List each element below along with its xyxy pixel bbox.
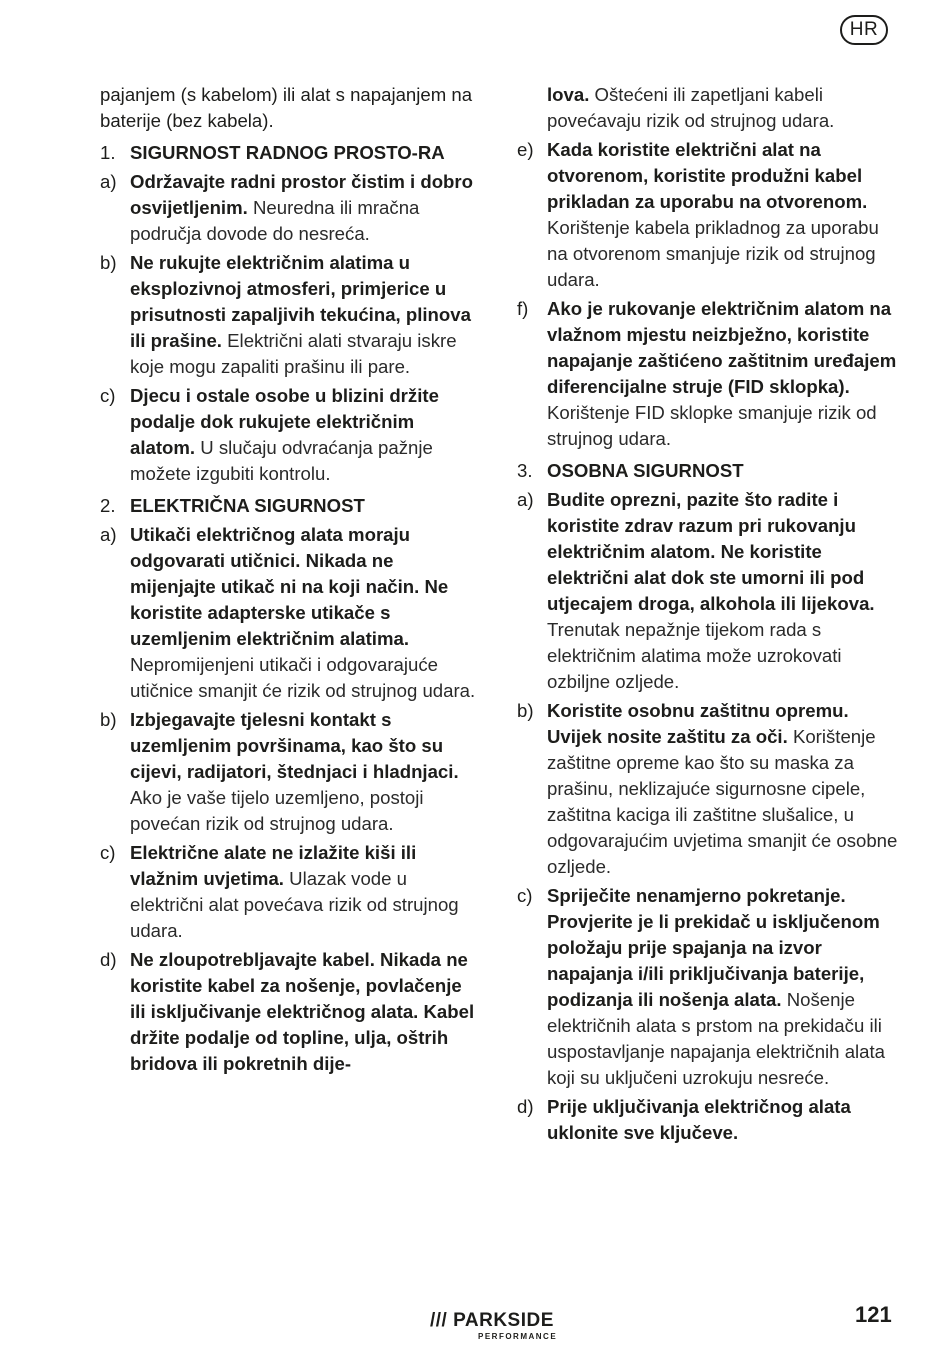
item-marker: b) <box>100 709 117 730</box>
logo-wordmark: /// PARKSIDE <box>430 1310 554 1331</box>
item-marker: b) <box>100 252 117 273</box>
item-bold-text: Ako je rukovanje električnim alatom na vlažnom mjestu neizbježno, koristite napajanje zaštićeno zaštitnim uređajem diferencijalne struje (FID sklopka). <box>547 298 897 397</box>
item-bold-text: Prije uključivanja električnog alata uklonite sve ključeve. <box>547 1096 851 1143</box>
language-badge: HR <box>840 15 888 45</box>
item-bold-text: Utikači električnog alata moraju odgovarati utičnici. Nikada ne mijenjajte utikač ni na koji način. Ne koristite adapterske utikače s uzemljenim električnim alatima. <box>130 524 449 649</box>
item-text: Korištenje zaštitne opreme kao što su maska za prašinu, neklizajuće sigurnosne cipele, zaštitna kaciga ili zaštitne slušalice, u odgovarajućim uvjetima smanjit će osobne ozljede. <box>547 726 898 877</box>
item-marker: c) <box>517 885 533 906</box>
item-text: Električni alati stvaraju iskre koje mogu zapaliti prašinu ili pare. <box>130 330 457 377</box>
item-bold-text: Ne rukujte električnim alatima u eksplozivnoj atmosferi, primjerice u prisutnosti zapaljivih tekućina, plinova ili prašine. <box>130 252 471 351</box>
parkside-logo <box>430 1310 580 1346</box>
list-item <box>517 296 899 452</box>
section-title: ELEKTRIČNA SIGURNOST <box>130 495 365 516</box>
item-marker: a) <box>517 489 534 510</box>
item-bold-text: Koristite osobnu zaštitnu opremu. Uvijek nosite zaštitu za oči. <box>547 700 849 747</box>
item-marker: a) <box>100 524 117 545</box>
list-item <box>100 707 480 837</box>
list-item <box>517 698 899 880</box>
section-title: SIGURNOST RADNOG PROSTO-RA <box>130 142 445 163</box>
item-text: Neuredna ili mračna područja dovode do nesreća. <box>130 197 420 244</box>
item-bold-text: Kada koristite električni alat na otvorenom, koristite produžni kabel prikladan za uporabu na otvorenom. <box>547 139 868 212</box>
item-text: Nepromijenjeni utikači i odgovarajuće utičnice smanjit će rizik od strujnog udara. <box>130 654 476 701</box>
item-text: Nošenje električnih alata s prstom na prekidaču ili uspostavljanje napajanja električnih alata koji su uključeni uzrokuju nesreće. <box>547 989 886 1088</box>
right-column <box>517 82 899 1146</box>
list-item <box>100 947 480 1077</box>
item-bold-text: Ne zloupotrebljavajte kabel. Nikada ne koristite kabel za nošenje, povlačenje ili isključivanje električnog alata. Kabel držite podalje od topline, ulja, oštrih bridova ili pokretnih dije- <box>130 949 475 1074</box>
left-column <box>100 82 480 1077</box>
item-text: Ulazak vode u električni alat povećava rizik od strujnog udara. <box>130 868 459 941</box>
item-text: Trenutak nepažnje tijekom rada s električnim alatima može uzrokovati ozbiljne ozljede. <box>547 619 842 692</box>
list-item <box>100 840 480 944</box>
list-item <box>100 522 480 704</box>
item-text: U slučaju odvraćanja pažnje možete izgubiti kontrolu. <box>130 437 433 484</box>
item-bold-text: lova. <box>547 84 590 105</box>
list-item <box>517 1094 899 1146</box>
list-item <box>517 137 899 293</box>
page-number: 121 <box>855 1302 892 1327</box>
item-text: Oštećeni ili zapetljani kabeli povećavaju rizik od strujnog udara. <box>547 84 835 131</box>
section-number: 1. <box>100 142 116 163</box>
item-marker: e) <box>517 139 534 160</box>
list-item <box>100 169 480 247</box>
item-marker: d) <box>100 949 117 970</box>
item-bold-text: Djecu i ostale osobe u blizini držite podalje dok rukujete električnim alatom. <box>130 385 439 458</box>
section-title: OSOBNA SIGURNOST <box>547 460 744 481</box>
list-item <box>517 883 899 1091</box>
intro-paragraph: pajanjem (s kabelom) ili alat s napajanjem na baterije (bez kabela). <box>100 84 473 131</box>
item-text: Korištenje kabela prikladnog za uporabu na otvorenom smanjuje rizik od strujnog udara. <box>547 217 879 290</box>
item-marker: f) <box>517 298 529 319</box>
item-bold-text: Budite oprezni, pazite što radite i koristite zdrav razum pri rukovanju električnim alatom. Ne koristite električni alat dok ste umorni ili pod utjecajem droga, alkohola ili lijekova. <box>547 489 875 614</box>
section-heading <box>100 140 480 166</box>
section-heading <box>517 458 899 484</box>
item-bold-text: Izbjegavajte tjelesni kontakt s uzemljenim površinama, kao što su cijevi, radijatori, štednjaci i hladnjaci. <box>130 709 459 782</box>
section-number: 3. <box>517 460 533 481</box>
logo-subtitle: PERFORMANCE <box>478 1332 558 1341</box>
list-item <box>517 487 899 695</box>
item-marker: c) <box>100 385 116 406</box>
item-marker: a) <box>100 171 117 192</box>
item-text: Ako je vaše tijelo uzemljeno, postoji povećan rizik od strujnog udara. <box>130 787 424 834</box>
list-item <box>100 250 480 380</box>
item-marker: d) <box>517 1096 534 1117</box>
item-bold-text: Spriječite nenamjerno pokretanje. Provjerite je li prekidač u isključenom položaju prije spajanja na izvor napajanja i/ili priključivanja baterije, podizanja ili nošenja alata. <box>547 885 880 1010</box>
item-marker: c) <box>100 842 116 863</box>
item-marker: b) <box>517 700 534 721</box>
item-bold-text: Održavajte radni prostor čistim i dobro osvijetljenim. <box>130 171 474 218</box>
item-text: Korištenje FID sklopke smanjuje rizik od strujnog udara. <box>547 402 877 449</box>
item-bold-text: Električne alate ne izlažite kiši ili vlažnim uvjetima. <box>130 842 417 889</box>
list-item <box>100 383 480 487</box>
section-number: 2. <box>100 495 116 516</box>
list-item-continuation <box>517 82 899 134</box>
section-heading <box>100 493 480 519</box>
